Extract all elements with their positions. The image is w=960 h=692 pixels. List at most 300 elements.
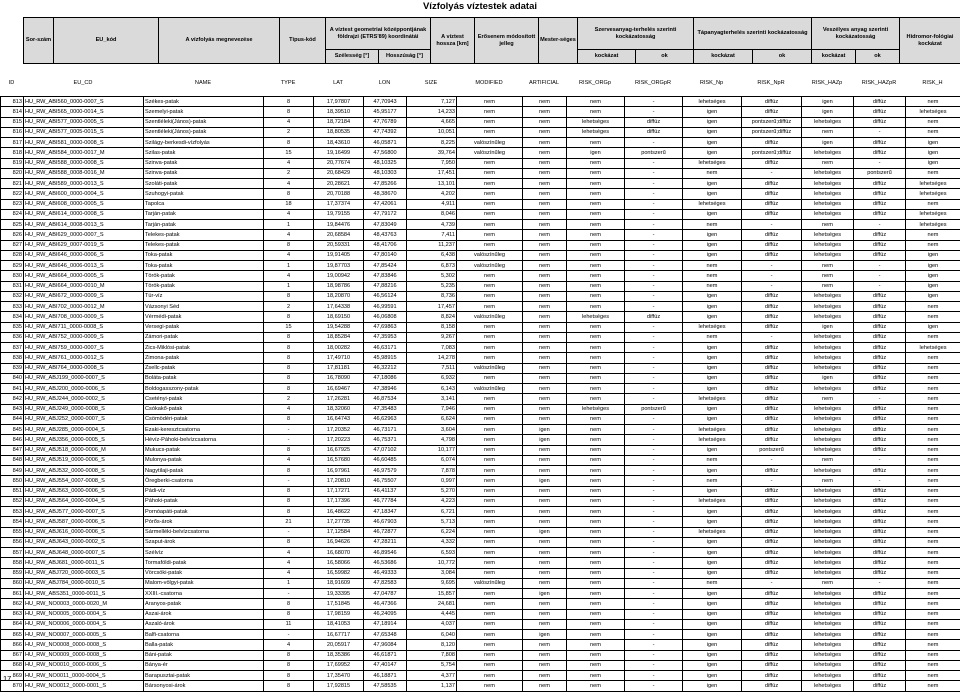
cell-nev: Szilas-patak: [144, 148, 264, 158]
cell-hosszusag: 46,05871: [364, 138, 407, 148]
cell-hossz: 6,143: [407, 384, 457, 394]
cell-erosen: nem: [457, 189, 523, 199]
cell-szelesseg: 17,64338: [314, 302, 364, 312]
cell-hosszusag: 47,83846: [364, 271, 407, 281]
cell-szerves-kockazat: nem: [567, 209, 625, 219]
cell-hosszusag: 47,79172: [364, 209, 407, 219]
cell-erosen: nem: [457, 209, 523, 219]
cell-id: 825: [1, 220, 24, 230]
cell-hossz: 7,808: [407, 650, 457, 660]
cell-szerves-ok: -: [625, 240, 683, 250]
cell-tapanyag-kockazat: igen: [683, 138, 742, 148]
cell-nev: Versegi-patak: [144, 322, 264, 332]
cell-hossz: 0,997: [407, 476, 457, 486]
cell-eu-kod: HU_RW_ABI614_0000-0008_S: [24, 209, 144, 219]
cell-hosszusag: 47,70943: [364, 97, 407, 107]
cell-hidromorf: nem: [906, 414, 960, 424]
table-row: [1, 640, 960, 650]
cell-hossz: 10,177: [407, 445, 457, 455]
cell-tapanyag-ok: diffúz: [742, 373, 802, 383]
cell-eu-kod: HU_RW_ABI752_0000-0009_S: [24, 332, 144, 342]
cell-hidromorf: igen: [906, 261, 960, 271]
cell-erosen: nem: [457, 240, 523, 250]
cell-nev: Báni-patak: [144, 650, 264, 660]
cell-nev: Szuhogyi-patak: [144, 189, 264, 199]
cell-erosen: valószínűleg: [457, 363, 523, 373]
cell-szerves-ok: -: [625, 589, 683, 599]
cell-hossz: 14,233: [407, 107, 457, 117]
cell-id: 860: [1, 578, 24, 588]
cell-tipus: -: [264, 527, 314, 537]
cell-eu-kod: HU_RW_ABJ720_0000-0003_S: [24, 568, 144, 578]
cell-erosen: valószínűleg: [457, 384, 523, 394]
cell-szelesseg: 18,72184: [314, 117, 364, 127]
cell-erosen: nem: [457, 302, 523, 312]
cell-mesterseges: nem: [523, 609, 567, 619]
cell-mesterseges: nem: [523, 373, 567, 383]
cell-szelesseg: 18,00282: [314, 343, 364, 353]
cell-szerves-kockazat: nem: [567, 681, 625, 691]
cell-szerves-kockazat: nem: [567, 384, 625, 394]
cell-tapanyag-ok: pontszerű: [742, 445, 802, 455]
cell-szerves-kockazat: nem: [567, 291, 625, 301]
cell-mesterseges: nem: [523, 537, 567, 547]
cell-eu-kod: HU_RW_ABJ244_0000-0002_S: [24, 394, 144, 404]
cell-tipus: 15: [264, 148, 314, 158]
cell-hosszusag: 47,35953: [364, 332, 407, 342]
cell-hidromorf: igen: [906, 281, 960, 291]
cell-tipus: 8: [264, 332, 314, 342]
code-header-cell: LAT: [313, 78, 363, 88]
cell-veszelyes-ok: diffúz: [854, 332, 906, 342]
cell-szelesseg: 17,26281: [314, 394, 364, 404]
cell-tapanyag-ok: diffúz: [742, 384, 802, 394]
cell-szerves-kockazat: nem: [567, 630, 625, 640]
cell-tapanyag-ok: diffúz: [742, 599, 802, 609]
cell-veszelyes-kockazat: lehetséges: [802, 302, 854, 312]
cell-id: 839: [1, 363, 24, 373]
cell-erosen: valószínűleg: [457, 261, 523, 271]
cell-tapanyag-ok: -: [742, 455, 802, 465]
cell-hossz: 6,593: [407, 548, 457, 558]
cell-tapanyag-kockazat: nem: [683, 455, 742, 465]
hdr-szerves: Szervesanyag-terhelés szerinti kockázatosság: [578, 18, 694, 50]
cell-hidromorf: nem: [906, 373, 960, 383]
cell-tapanyag-kockazat: igen: [683, 384, 742, 394]
cell-tipus: 8: [264, 353, 314, 363]
table-row: [1, 496, 960, 506]
page-title: Vízfolyás víztestek adatai: [0, 1, 960, 12]
table-row: [1, 138, 960, 148]
cell-szerves-ok: -: [625, 568, 683, 578]
cell-veszelyes-kockazat: nem: [802, 281, 854, 291]
cell-szerves-ok: -: [625, 671, 683, 681]
cell-veszelyes-kockazat: lehetséges: [802, 486, 854, 496]
cell-hosszusag: 46,72877: [364, 527, 407, 537]
cell-szerves-ok: -: [625, 527, 683, 537]
table-row: [1, 312, 960, 322]
cell-erosen: nem: [457, 230, 523, 240]
cell-hosszusag: 46,75507: [364, 476, 407, 486]
cell-erosen: nem: [457, 373, 523, 383]
cell-mesterseges: nem: [523, 209, 567, 219]
cell-szerves-kockazat: nem: [567, 322, 625, 332]
cell-veszelyes-kockazat: igen: [802, 107, 854, 117]
hdr-erosen: Erősenem módosított jelleg: [475, 18, 539, 64]
cell-hosszusag: 47,83049: [364, 220, 407, 230]
cell-hidromorf: nem: [906, 425, 960, 435]
code-header-table: [0, 78, 960, 88]
table-row: [1, 517, 960, 527]
cell-szerves-kockazat: nem: [567, 589, 625, 599]
cell-szelesseg: 17,97807: [314, 97, 364, 107]
cell-tapanyag-ok: -: [742, 332, 802, 342]
cell-id: 851: [1, 486, 24, 496]
cell-veszelyes-ok: diffúz: [854, 107, 906, 117]
cell-szerves-ok: -: [625, 476, 683, 486]
cell-szerves-kockazat: nem: [567, 414, 625, 424]
cell-nev: Telekes-patak: [144, 230, 264, 240]
code-header-cell: RISK_NpR: [741, 78, 801, 88]
cell-tipus: 2: [264, 302, 314, 312]
cell-hossz: 24,681: [407, 599, 457, 609]
cell-tipus: -: [264, 630, 314, 640]
cell-hossz: 13,101: [407, 179, 457, 189]
hdr-hossz: A víztest hossza [km]: [431, 18, 475, 64]
cell-nev: Boláta-patak: [144, 373, 264, 383]
cell-hosszusag: 47,85266: [364, 179, 407, 189]
cell-mesterseges: nem: [523, 507, 567, 517]
cell-hossz: 6,873: [407, 261, 457, 271]
cell-szelesseg: 16,68070: [314, 548, 364, 558]
cell-hidromorf: nem: [906, 496, 960, 506]
cell-id: 863: [1, 609, 24, 619]
code-header-cell: RISK_Np: [682, 78, 741, 88]
cell-szerves-kockazat: nem: [567, 189, 625, 199]
cell-hosszusag: 48,41706: [364, 240, 407, 250]
cell-eu-kod: HU_RW_ABJ554_0007-0008_S: [24, 476, 144, 486]
cell-tipus: 8: [264, 138, 314, 148]
cell-szerves-kockazat: igen: [567, 148, 625, 158]
cell-hidromorf: nem: [906, 568, 960, 578]
cell-id: 843: [1, 404, 24, 414]
cell-nev: Barapusztai-patak: [144, 671, 264, 681]
cell-erosen: nem: [457, 630, 523, 640]
cell-erosen: nem: [457, 660, 523, 670]
cell-tapanyag-ok: pontszerű;diffúz: [742, 148, 802, 158]
cell-tipus: 1: [264, 578, 314, 588]
cell-szelesseg: 18,32060: [314, 404, 364, 414]
cell-tapanyag-kockazat: lehetséges: [683, 97, 742, 107]
cell-eu-kod: HU_RW_ABI708_0000-0009_S: [24, 312, 144, 322]
cell-szerves-ok: diffúz: [625, 127, 683, 137]
cell-szerves-kockazat: nem: [567, 158, 625, 168]
cell-tapanyag-ok: diffúz: [742, 496, 802, 506]
cell-erosen: nem: [457, 507, 523, 517]
cell-tapanyag-ok: diffúz: [742, 343, 802, 353]
cell-hidromorf: nem: [906, 332, 960, 342]
cell-mesterseges: nem: [523, 343, 567, 353]
cell-veszelyes-ok: diffúz: [854, 496, 906, 506]
cell-szelesseg: 17,20352: [314, 425, 364, 435]
hdr-szerves-kockazat: kockázat: [578, 50, 636, 64]
table-row: [1, 148, 960, 158]
cell-mesterseges: nem: [523, 168, 567, 178]
cell-tapanyag-kockazat: igen: [683, 117, 742, 127]
cell-tapanyag-kockazat: igen: [683, 209, 742, 219]
cell-veszelyes-ok: diffúz: [854, 537, 906, 547]
cell-tipus: 8: [264, 373, 314, 383]
cell-veszelyes-ok: diffúz: [854, 527, 906, 537]
cell-veszelyes-ok: diffúz: [854, 558, 906, 568]
cell-nev: Csókakő-patak: [144, 404, 264, 414]
table-row: [1, 363, 960, 373]
cell-szelesseg: 16,48622: [314, 507, 364, 517]
cell-hidromorf: nem: [906, 394, 960, 404]
cell-tapanyag-ok: diffúz: [742, 189, 802, 199]
cell-nev: Szemelyi-patak: [144, 107, 264, 117]
cell-veszelyes-kockazat: lehetséges: [802, 609, 854, 619]
code-header-cell: RISK_HAZpR: [853, 78, 905, 88]
cell-szerves-kockazat: nem: [567, 599, 625, 609]
cell-szelesseg: 17,92815: [314, 681, 364, 691]
cell-veszelyes-kockazat: lehetséges: [802, 414, 854, 424]
cell-hossz: 5,754: [407, 660, 457, 670]
cell-hossz: 39,764: [407, 148, 457, 158]
cell-tapanyag-ok: diffúz: [742, 671, 802, 681]
cell-szerves-ok: -: [625, 168, 683, 178]
cell-erosen: nem: [457, 127, 523, 137]
cell-nev: Öregberki-csatorna: [144, 476, 264, 486]
cell-szelesseg: 19,16499: [314, 148, 364, 158]
cell-szelesseg: 19,79155: [314, 209, 364, 219]
cell-id: 826: [1, 230, 24, 240]
cell-hidromorf: nem: [906, 199, 960, 209]
cell-eu-kod: HU_RW_ABJ643_0000-0002_S: [24, 537, 144, 547]
cell-veszelyes-kockazat: lehetséges: [802, 353, 854, 363]
cell-szerves-kockazat: nem: [567, 660, 625, 670]
cell-szerves-kockazat: nem: [567, 507, 625, 517]
code-header: [0, 78, 960, 88]
cell-tapanyag-ok: diffúz: [742, 209, 802, 219]
cell-szerves-kockazat: nem: [567, 568, 625, 578]
cell-tipus: -: [264, 425, 314, 435]
cell-hossz: 9,267: [407, 332, 457, 342]
code-header-cell: MODIFIED: [456, 78, 522, 88]
cell-hossz: 7,511: [407, 363, 457, 373]
cell-hosszusag: 47,65348: [364, 630, 407, 640]
cell-id: 854: [1, 517, 24, 527]
cell-veszelyes-ok: diffúz: [854, 660, 906, 670]
cell-erosen: nem: [457, 435, 523, 445]
cell-szerves-ok: -: [625, 158, 683, 168]
cell-szerves-kockazat: nem: [567, 97, 625, 107]
cell-veszelyes-kockazat: lehetséges: [802, 291, 854, 301]
cell-szerves-ok: -: [625, 343, 683, 353]
cell-hossz: 6,438: [407, 250, 457, 260]
cell-mesterseges: nem: [523, 455, 567, 465]
cell-nev: Pádi-víz: [144, 486, 264, 496]
cell-szerves-ok: -: [625, 138, 683, 148]
cell-eu-kod: HU_RW_ABI761_0000-0012_S: [24, 353, 144, 363]
cell-eu-kod: HU_RW_NO0010_0000-0006_S: [24, 660, 144, 670]
cell-tipus: 8: [264, 496, 314, 506]
cell-hidromorf: nem: [906, 384, 960, 394]
cell-hossz: 6,074: [407, 455, 457, 465]
cell-tapanyag-kockazat: igen: [683, 414, 742, 424]
cell-erosen: nem: [457, 425, 523, 435]
cell-szelesseg: 16,97961: [314, 466, 364, 476]
cell-erosen: nem: [457, 271, 523, 281]
cell-tapanyag-ok: diffúz: [742, 681, 802, 691]
cell-tapanyag-kockazat: igen: [683, 589, 742, 599]
cell-tipus: -: [264, 589, 314, 599]
cell-hosszusag: 47,42061: [364, 199, 407, 209]
cell-eu-kod: HU_RW_NO0006_0000-0004_S: [24, 619, 144, 629]
cell-eu-kod: HU_RW_ABJ200_0000-0006_S: [24, 384, 144, 394]
cell-szelesseg: 16,59982: [314, 568, 364, 578]
cell-eu-kod: HU_RW_ABJ648_0000-0007_S: [24, 548, 144, 558]
cell-szerves-kockazat: nem: [567, 619, 625, 629]
cell-nev: Vörcsöki-patak: [144, 568, 264, 578]
cell-szerves-kockazat: nem: [567, 496, 625, 506]
cell-id: 838: [1, 353, 24, 363]
cell-nev: Vérmédi-patak: [144, 312, 264, 322]
cell-tapanyag-ok: diffúz: [742, 312, 802, 322]
hdr-koordinatak: A víztest geometriai középpontjának földrajzi (ETRS'89) koordinátái: [326, 18, 431, 50]
cell-veszelyes-kockazat: nem: [802, 261, 854, 271]
cell-veszelyes-kockazat: lehetséges: [802, 148, 854, 158]
cell-nev: Szentléleki(János)-patak: [144, 117, 264, 127]
cell-eu-kod: HU_RW_ABJ532_0000-0008_S: [24, 466, 144, 476]
cell-tapanyag-kockazat: nem: [683, 271, 742, 281]
table-row: [1, 568, 960, 578]
cell-szerves-ok: -: [625, 455, 683, 465]
cell-veszelyes-kockazat: lehetséges: [802, 199, 854, 209]
cell-tapanyag-kockazat: igen: [683, 486, 742, 496]
cell-szelesseg: 18,91609: [314, 578, 364, 588]
cell-veszelyes-ok: diffúz: [854, 466, 906, 476]
cell-hidromorf: nem: [906, 127, 960, 137]
cell-nev: Aszaló-árok: [144, 619, 264, 629]
cell-erosen: nem: [457, 466, 523, 476]
cell-eu-kod: HU_RW_ABI614_0008-0013_S: [24, 220, 144, 230]
cell-mesterseges: nem: [523, 148, 567, 158]
hdr-tapanyag-kockazat: kockázat: [694, 50, 753, 64]
table-row: [1, 650, 960, 660]
cell-hossz: 3,141: [407, 394, 457, 404]
hdr-eu-kod: EU_kód: [54, 18, 159, 64]
cell-tapanyag-ok: diffúz: [742, 548, 802, 558]
cell-szerves-ok: -: [625, 179, 683, 189]
table-row: [1, 302, 960, 312]
code-header-cell: SIZE: [406, 78, 456, 88]
cell-veszelyes-kockazat: nem: [802, 271, 854, 281]
cell-veszelyes-kockazat: lehetséges: [802, 466, 854, 476]
cell-veszelyes-kockazat: lehetséges: [802, 671, 854, 681]
cell-hossz: 5,713: [407, 517, 457, 527]
cell-tipus: 4: [264, 404, 314, 414]
cell-szerves-ok: -: [625, 660, 683, 670]
cell-eu-kod: HU_RW_ABJ285_0000-0004_S: [24, 425, 144, 435]
cell-szelesseg: 19,91405: [314, 250, 364, 260]
cell-veszelyes-kockazat: lehetséges: [802, 558, 854, 568]
cell-szerves-kockazat: nem: [567, 650, 625, 660]
cell-nev: Bánya-ér: [144, 660, 264, 670]
cell-tapanyag-ok: diffúz: [742, 507, 802, 517]
cell-szerves-ok: diffúz: [625, 117, 683, 127]
cell-tapanyag-ok: diffúz: [742, 302, 802, 312]
hdr-veszelyes: Veszélyes anyag szerinti kockázatosság: [812, 18, 900, 50]
cell-szerves-kockazat: nem: [567, 537, 625, 547]
cell-erosen: nem: [457, 619, 523, 629]
cell-tapanyag-kockazat: nem: [683, 220, 742, 230]
table-row: [1, 373, 960, 383]
cell-szelesseg: 16,58066: [314, 558, 364, 568]
cell-tapanyag-ok: diffúz: [742, 568, 802, 578]
cell-tapanyag-kockazat: igen: [683, 404, 742, 414]
cell-hidromorf: nem: [906, 466, 960, 476]
cell-hossz: 17,457: [407, 302, 457, 312]
cell-szerves-kockazat: lehetséges: [567, 404, 625, 414]
cell-veszelyes-ok: diffúz: [854, 599, 906, 609]
cell-hidromorf: igen: [906, 250, 960, 260]
cell-szelesseg: 20,05917: [314, 640, 364, 650]
cell-eu-kod: HU_RW_ABI608_0000-0005_S: [24, 199, 144, 209]
cell-tapanyag-ok: diffúz: [742, 322, 802, 332]
cell-veszelyes-ok: diffúz: [854, 189, 906, 199]
cell-veszelyes-kockazat: nem: [802, 578, 854, 588]
cell-tapanyag-kockazat: igen: [683, 291, 742, 301]
cell-tapanyag-kockazat: igen: [683, 599, 742, 609]
cell-tapanyag-kockazat: nem: [683, 261, 742, 271]
cell-veszelyes-kockazat: lehetséges: [802, 650, 854, 660]
cell-tipus: 4: [264, 640, 314, 650]
cell-nev: Balfi-csatorna: [144, 630, 264, 640]
cell-tapanyag-kockazat: igen: [683, 517, 742, 527]
cell-tapanyag-ok: diffúz: [742, 425, 802, 435]
cell-hossz: 4,445: [407, 609, 457, 619]
cell-id: 822: [1, 189, 24, 199]
cell-tipus: 2: [264, 127, 314, 137]
cell-erosen: nem: [457, 599, 523, 609]
cell-veszelyes-kockazat: lehetséges: [802, 619, 854, 629]
cell-eu-kod: HU_RW_ABJ577_0000-0007_S: [24, 507, 144, 517]
cell-tapanyag-kockazat: igen: [683, 671, 742, 681]
cell-tipus: 8: [264, 609, 314, 619]
cell-szerves-ok: -: [625, 97, 683, 107]
cell-veszelyes-kockazat: lehetséges: [802, 589, 854, 599]
cell-tipus: 8: [264, 537, 314, 547]
cell-szerves-ok: -: [625, 466, 683, 476]
cell-id: 834: [1, 312, 24, 322]
cell-tipus: 1: [264, 281, 314, 291]
cell-tipus: 1: [264, 261, 314, 271]
cell-szerves-kockazat: nem: [567, 363, 625, 373]
cell-mesterseges: nem: [523, 599, 567, 609]
table-row: [1, 671, 960, 681]
cell-mesterseges: igen: [523, 630, 567, 640]
cell-tapanyag-kockazat: igen: [683, 179, 742, 189]
cell-erosen: nem: [457, 640, 523, 650]
cell-hidromorf: nem: [906, 486, 960, 496]
cell-veszelyes-kockazat: lehetséges: [802, 189, 854, 199]
cell-hossz: 7,411: [407, 230, 457, 240]
cell-tapanyag-ok: diffúz: [742, 609, 802, 619]
cell-hosszusag: 46,60485: [364, 455, 407, 465]
cell-szelesseg: 17,51845: [314, 599, 364, 609]
cell-szelesseg: 18,69150: [314, 312, 364, 322]
